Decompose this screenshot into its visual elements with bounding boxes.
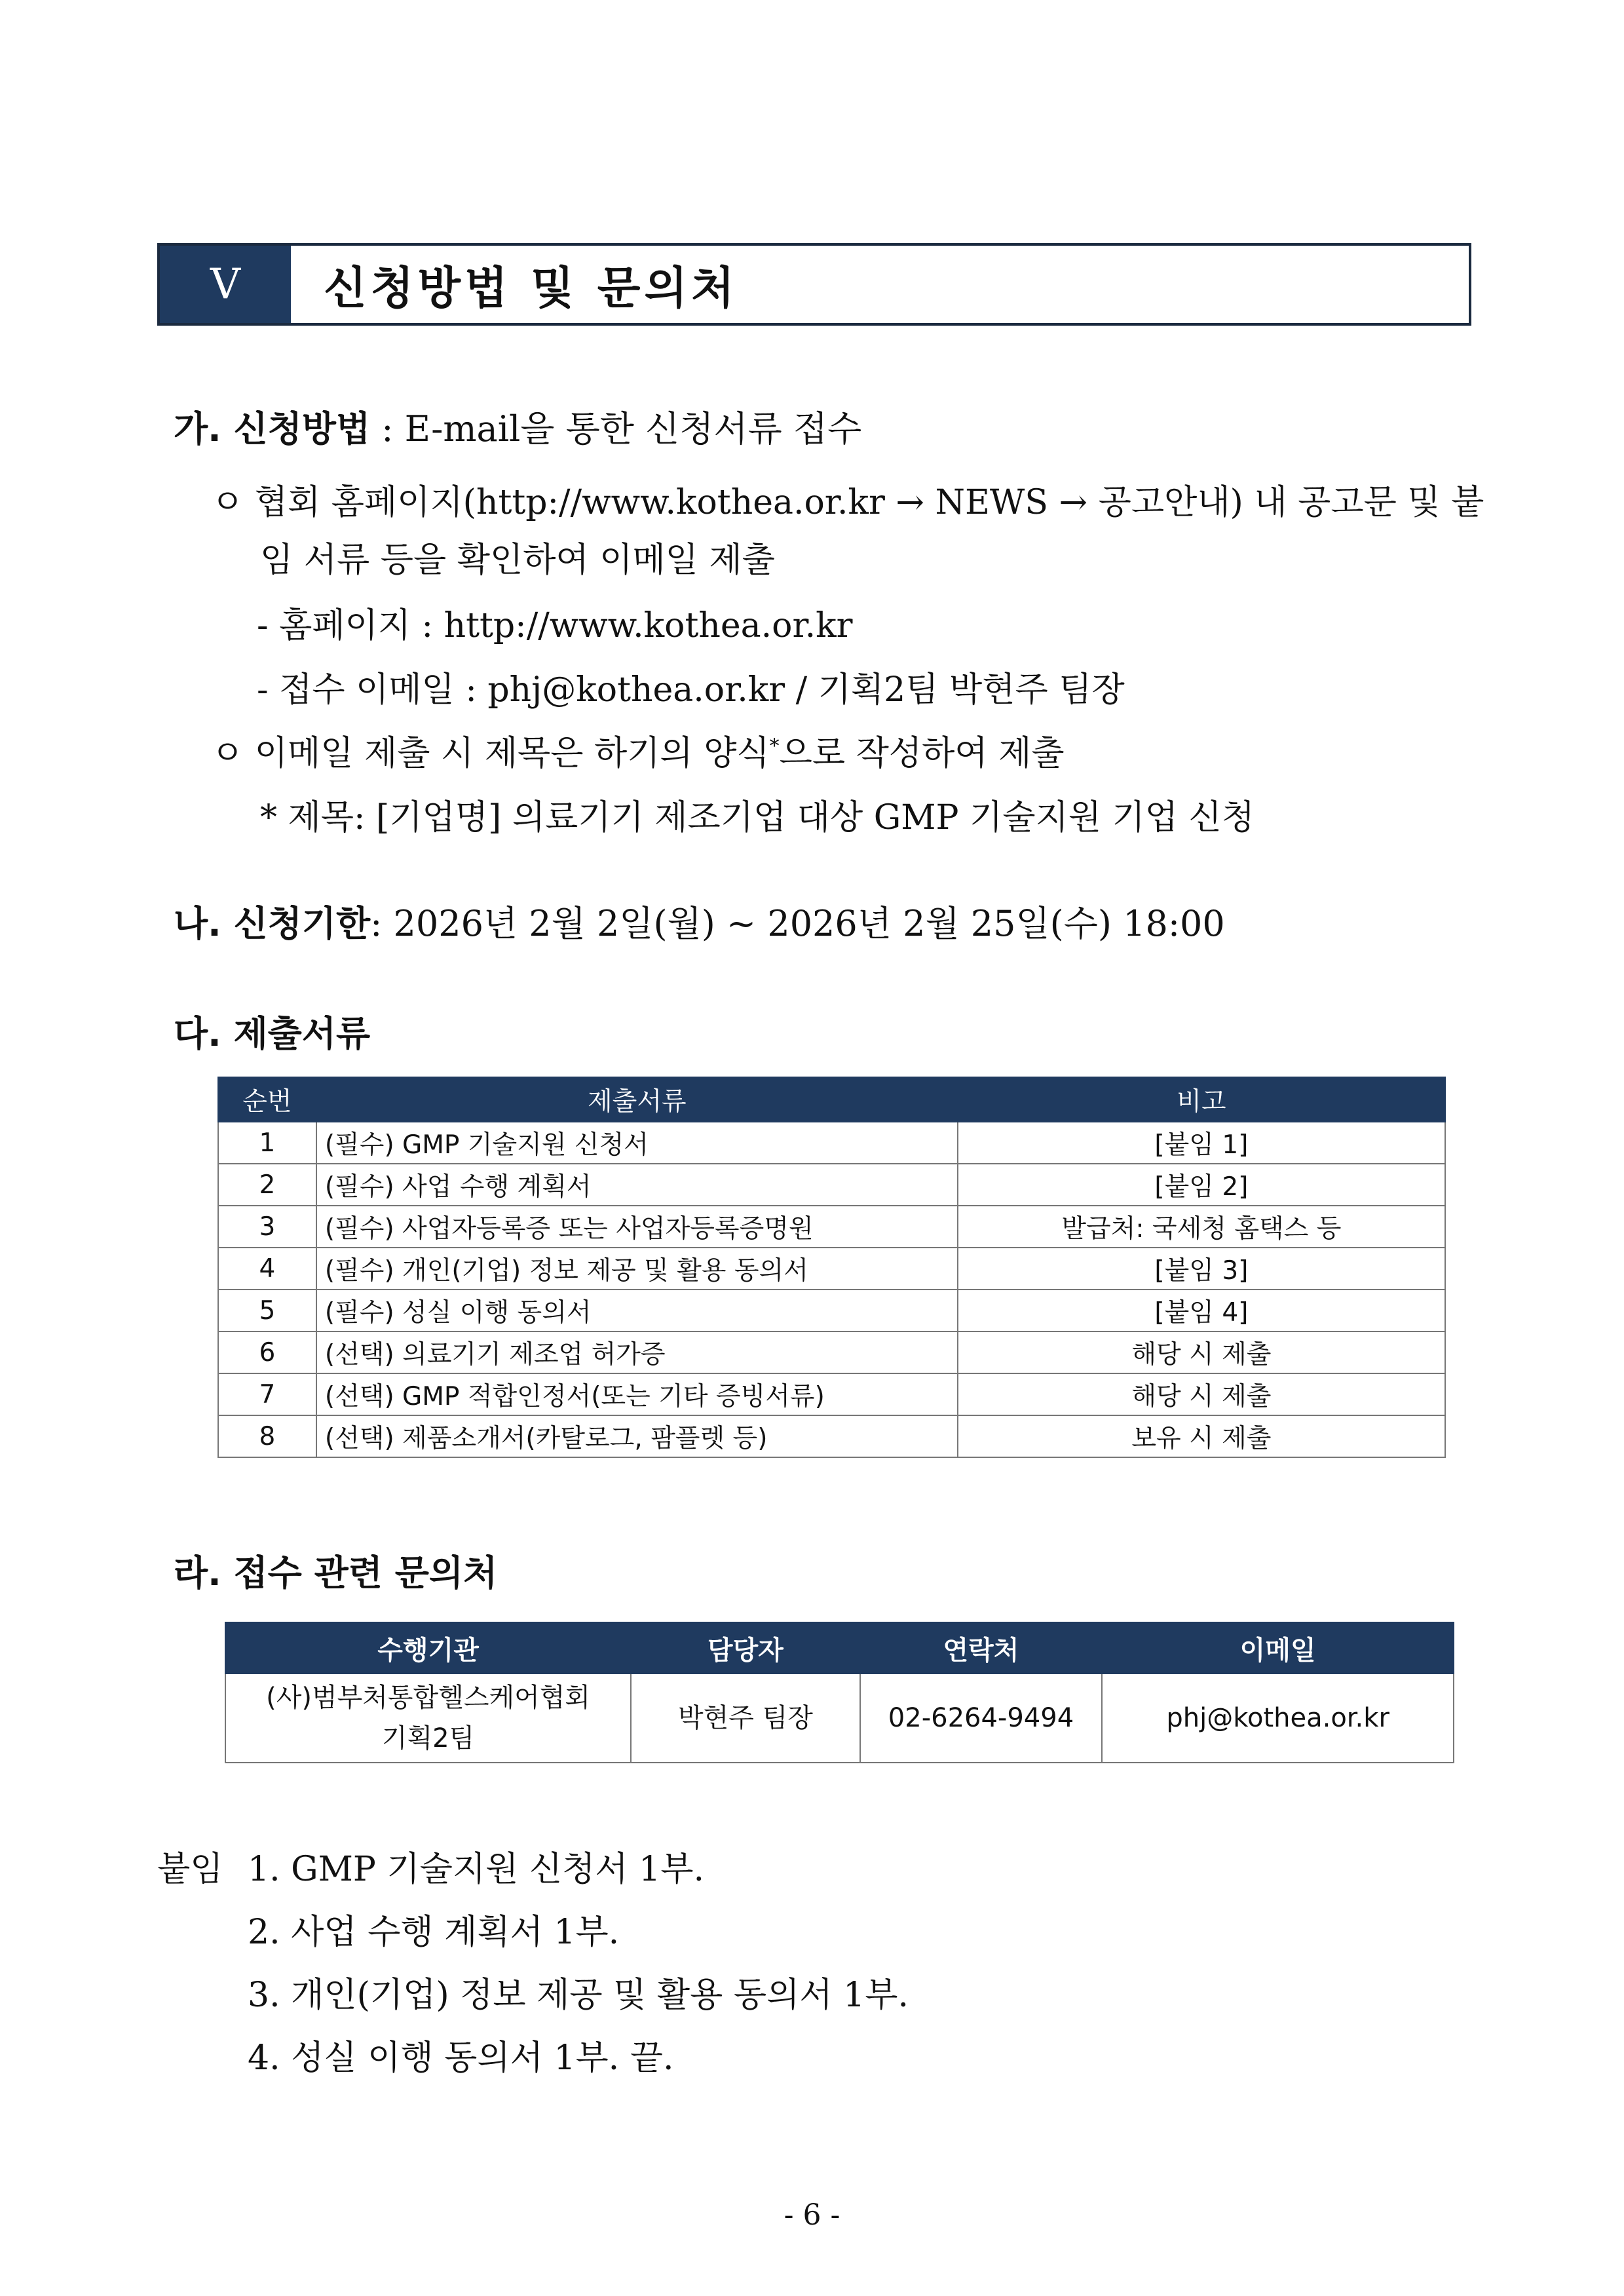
table-row: 5 (필수) 성실 이행 동의서 [붙임 4]: [218, 1290, 1445, 1331]
contact-person: 박현주 팀장: [631, 1674, 860, 1763]
table-row: 7 (선택) GMP 적합인정서(또는 기타 증빙서류) 해당 시 제출: [218, 1373, 1445, 1415]
page-number: - 6 -: [784, 2198, 840, 2232]
bullet-email-subject: ㅇ 이메일 제출 시 제목은 하기의 양식*으로 작성하여 제출: [211, 734, 1065, 773]
section-number: V: [160, 246, 291, 323]
attachments-label: 붙임: [157, 1850, 223, 1889]
table-row: 8 (선택) 제품소개서(카탈로그, 팜플렛 등) 보유 시 제출: [218, 1415, 1445, 1457]
table-row: 3 (필수) 사업자등록증 또는 사업자등록증명원 발급처: 국세청 홈택스 등: [218, 1206, 1445, 1248]
table-row: 6 (선택) 의료기기 제조업 허가증 해당 시 제출: [218, 1331, 1445, 1373]
col-header-docs: 제출서류: [316, 1077, 958, 1122]
table-row: 1 (필수) GMP 기술지원 신청서 [붙임 1]: [218, 1122, 1445, 1164]
table-row: 2 (필수) 사업 수행 계획서 [붙임 2]: [218, 1164, 1445, 1206]
section-header: [157, 243, 1471, 326]
contact-email: phj@kothea.or.kr: [1102, 1674, 1454, 1763]
required-documents-table: [217, 1077, 1446, 1458]
section-ga-prefix: 가. 신청방법: [174, 408, 371, 450]
attachment-item: 1. GMP 기술지원 신청서 1부.: [248, 1850, 704, 1889]
table-header-row: [218, 1077, 1445, 1122]
section-ga-rest: : E-mail을 통한 신청서류 접수: [370, 408, 862, 450]
contact-table: [225, 1622, 1454, 1763]
contact-phone: 02-6264-9494: [860, 1674, 1103, 1763]
homepage-url-line: - 홈페이지 : http://www.kothea.or.kr: [257, 606, 853, 645]
subject-format-note: * 제목: [기업명] 의료기기 제조기업 대상 GMP 기술지원 기업 신청: [260, 798, 1255, 837]
submission-email-line: - 접수 이메일 : phj@kothea.or.kr / 기획2팀 박현주 팀장: [257, 670, 1125, 710]
section-na-heading: [174, 896, 1225, 946]
section-ga-heading: [174, 401, 861, 451]
contact-org: (사)범부처통합헬스케어협회 기획2팀: [225, 1674, 631, 1763]
section-na-rest: : 2026년 2월 2일(월) ~ 2026년 2월 25일(수) 18:00: [370, 903, 1225, 944]
table-header-row: 수행기관 담당자 연락처 이메일: [225, 1622, 1454, 1674]
section-ra-heading: 라. 접수 관련 문의처: [174, 1552, 498, 1594]
bullet-homepage-line1: ㅇ 협회 홈페이지(http://www.kothea.or.kr → NEWS → 공고안내) 내 공고문 및 붙: [211, 483, 1484, 522]
table-row: [225, 1674, 1454, 1763]
section-da-heading: 다. 제출서류: [174, 1013, 371, 1054]
attachment-item: 4. 성실 이행 동의서 1부. 끝.: [248, 2038, 674, 2078]
section-title: 신청방법 및 문의처: [324, 262, 738, 315]
table-row: 4 (필수) 개인(기업) 정보 제공 및 활용 동의서 [붙임 3]: [218, 1248, 1445, 1290]
section-na-prefix: 나. 신청기한: [174, 903, 371, 944]
col-header-no: 순번: [218, 1077, 316, 1122]
attachment-item: 2. 사업 수행 계획서 1부.: [248, 1913, 620, 1952]
attachment-item: 3. 개인(기업) 정보 제공 및 활용 동의서 1부.: [248, 1976, 909, 2015]
col-header-remarks: 비고: [958, 1077, 1445, 1122]
bullet-homepage-line2: 임 서류 등을 확인하여 이메일 제출: [260, 541, 775, 580]
